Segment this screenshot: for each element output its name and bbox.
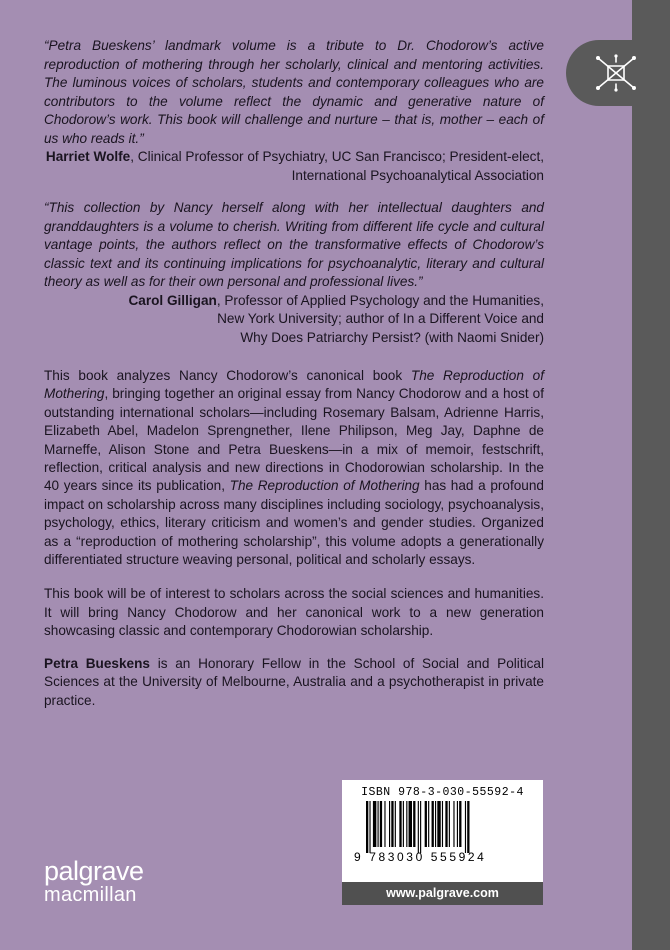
publisher-logo bbox=[44, 858, 144, 906]
barcode-bar bbox=[380, 801, 382, 847]
barcode-bar bbox=[373, 801, 376, 847]
endorser-credential-2c: Why Does Patriarchy Persist? (with Naomi Snider) bbox=[240, 329, 544, 345]
barcode-bar bbox=[389, 801, 390, 847]
endorsement-attribution-2 bbox=[44, 292, 544, 348]
endorser-credential-2b: New York University; author of In a Different Voice and bbox=[217, 311, 544, 326]
endorsement-quote-1: “Petra Bueskens’ landmark volume is a tribute to Dr. Chodorow’s active reproduction of mothering through her scholarly, clinical and mentoring activities. The luminous voices of scholars, students and contemporary colleagues who are contributors to the volume reflect the dynamic and generative nature of Chodorow’s work. This book will challenge and nurture – that is, mother – each of us who reads it.” bbox=[44, 38, 544, 146]
editor-bio-text: is an Honorary Fellow in the School of Social and Political Sciences at the University of Melbourne, Australia and a psychotherapist in private practice. bbox=[44, 655, 544, 708]
barcode-bar bbox=[413, 801, 415, 847]
barcode-bar bbox=[453, 801, 454, 847]
publisher-badge bbox=[566, 40, 670, 106]
barcode-bar bbox=[467, 801, 469, 853]
editor-bio bbox=[44, 655, 544, 710]
barcode-bar bbox=[449, 801, 450, 847]
barcode-bar bbox=[369, 801, 370, 853]
book-title-ref-2: The Reproduction of Mothering bbox=[229, 478, 420, 494]
barcode-bar bbox=[465, 801, 466, 853]
barcode-bar bbox=[425, 801, 427, 847]
book-spine bbox=[632, 0, 670, 950]
publisher-name-line2: macmillan bbox=[44, 884, 137, 906]
barcode-bar bbox=[399, 801, 401, 847]
endorser-credential-1: , Clinical Professor of Psychiatry, UC San Francisco; President-elect, International Psychoanalytical Association bbox=[130, 149, 544, 183]
editor-name: Petra Bueskens bbox=[44, 655, 150, 671]
palgrave-logo-icon bbox=[586, 48, 646, 98]
endorsement-quote-2: “This collection by Nancy herself along with her intellectual daughters and granddaughters is a volume to cherish. Writing from different life cycle and cultural vantage points, the authors reflect on the transformative effects of Chodorow’s classic text and its continuing implications for psychoanalytic, literary and cultural theory as well as for their own personal and professional lives.” bbox=[44, 200, 544, 289]
description-text-a: This book analyzes Nancy Chodorow’s canonical book bbox=[44, 368, 411, 383]
publisher-name-line1: palgrave bbox=[44, 856, 144, 886]
isbn-label: ISBN 978-3-030-55592-4 bbox=[361, 786, 524, 799]
isbn-barcode-box bbox=[342, 780, 543, 905]
barcode-bar bbox=[435, 801, 436, 847]
barcode-icon bbox=[366, 801, 528, 853]
book-description bbox=[44, 367, 544, 569]
barcode-bar bbox=[428, 801, 429, 847]
publisher-website: www.palgrave.com bbox=[342, 882, 543, 905]
barcode-bar bbox=[442, 801, 443, 847]
barcode-bar bbox=[391, 801, 393, 847]
barcode-bar bbox=[459, 801, 461, 847]
barcode-bar bbox=[378, 801, 379, 847]
endorser-name-2: Carol Gilligan bbox=[128, 292, 217, 308]
endorsement-attribution-1 bbox=[44, 148, 544, 185]
barcode-bar bbox=[457, 801, 458, 847]
barcode-bar bbox=[395, 801, 396, 847]
barcode-bar bbox=[420, 801, 421, 853]
audience-paragraph: This book will be of interest to scholars across the social sciences and humanities. It will bring Nancy Chodorow and her canonical work to a new generation showcasing classic and contemporary Chodorowian scholarship. bbox=[44, 586, 544, 639]
barcode-bar bbox=[432, 801, 434, 847]
barcode-bar bbox=[437, 801, 440, 847]
description-text-b: , bringing together an original essay from Nancy Chodorow and a host of outstanding international scholars—including Rosemary Balsam, Adrienne Harris, Elizabeth Abel, Madelon Sprengnether, Ilene Philipson, Meg Jay, Daphne de Marneffe, Alison Stone and Petra Bueskens—in a mix of memoir, festschrift, reflection, critical analysis and new directions in Chodorowian scholarship. In the 40 years since its publication, bbox=[44, 386, 544, 494]
barcode-bar bbox=[409, 801, 412, 847]
barcode-bar bbox=[406, 801, 407, 847]
barcode-bar bbox=[445, 801, 447, 847]
endorser-name-1: Harriet Wolfe bbox=[45, 149, 131, 164]
barcode-bar bbox=[403, 801, 404, 847]
barcode-bar bbox=[418, 801, 419, 853]
back-cover-text bbox=[44, 37, 544, 710]
barcode-bar bbox=[384, 801, 385, 847]
barcode-digits: 9 783030 555924 bbox=[354, 850, 487, 864]
description-text-c: has had a profound impact on scholarship across many disciplines including sociology, psychoanalysis, psychology, ethics, literary criticism and women’s and gender studies. Organized as a “reproduction of mothering scholarship”, this volume adopts a generationally differentiated structure weaving personal, political and scholarly essays. bbox=[44, 478, 544, 568]
endorser-credential-2a: , Professor of Applied Psychology and the Humanities, bbox=[216, 292, 544, 308]
book-title-ref-1: The Reproduction of Mothering bbox=[44, 368, 544, 402]
barcode-bar bbox=[366, 801, 368, 853]
